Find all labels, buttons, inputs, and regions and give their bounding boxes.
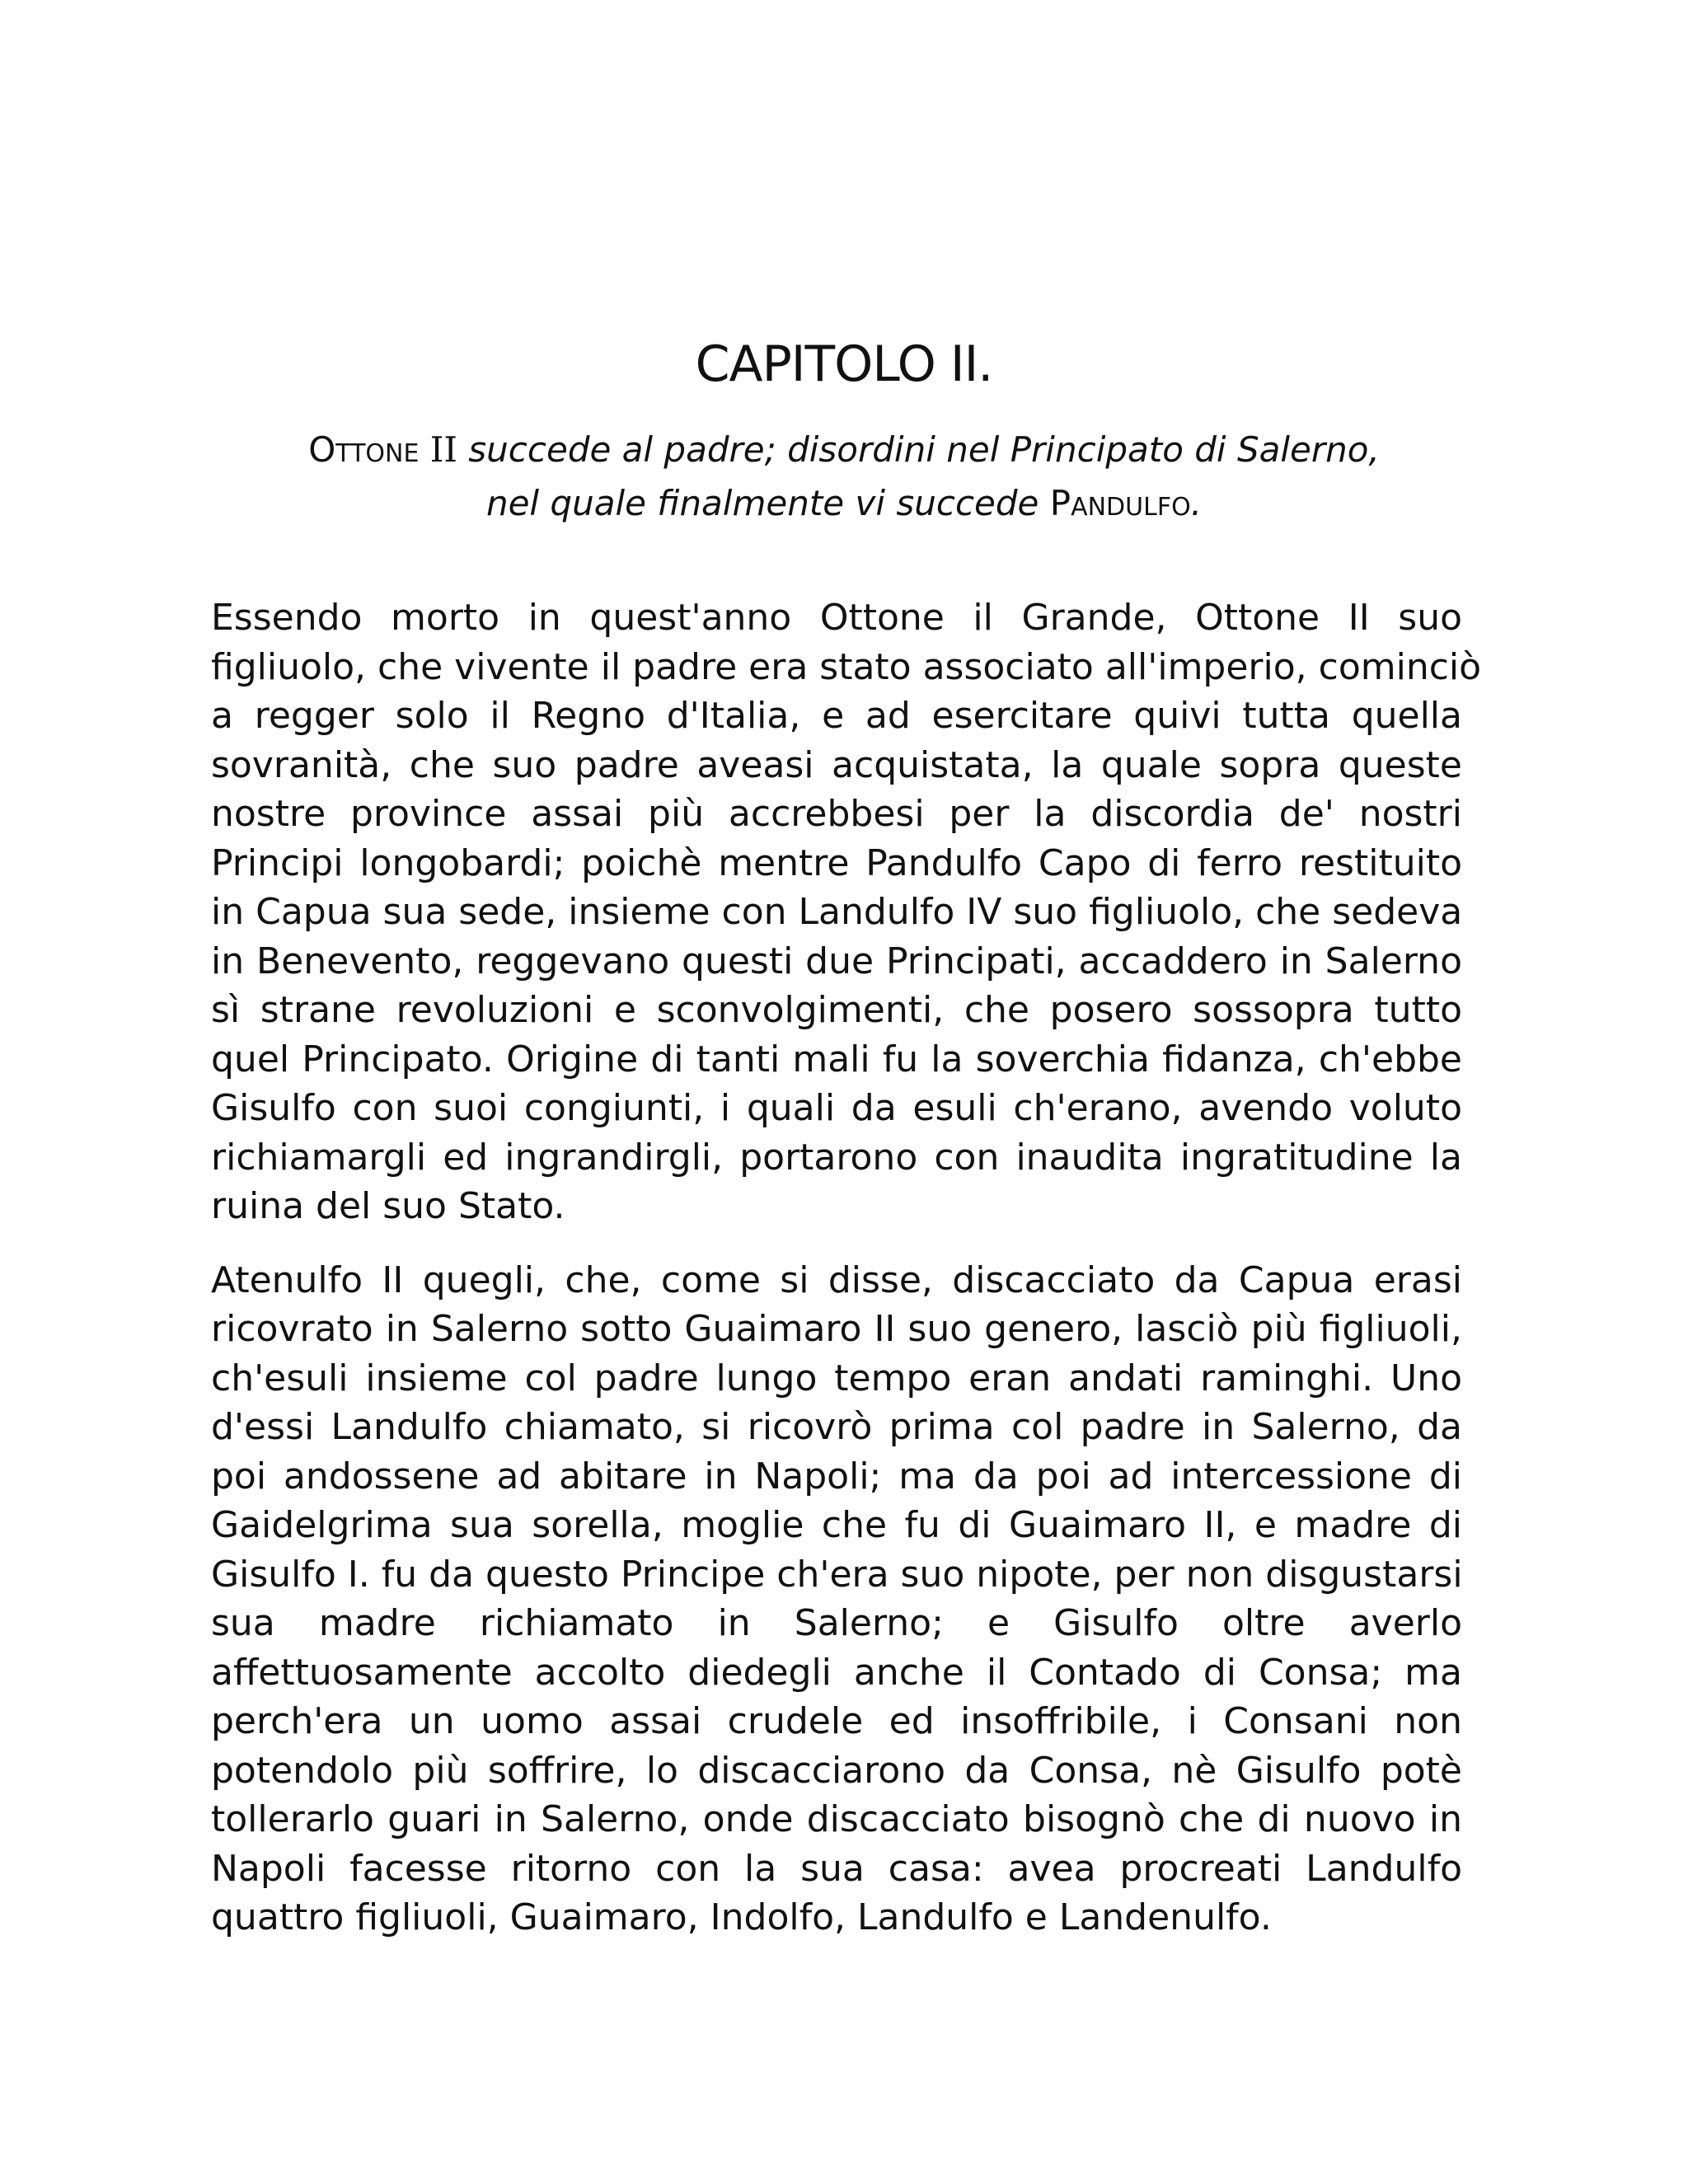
- text-line: d'essi Landulfo chiamato, si ricovrò prima col padre in Salerno, da: [211, 1406, 1462, 1448]
- text-line: ricovrato in Salerno sotto Guaimaro II suo genero, lasciò più figliuoli,: [211, 1308, 1462, 1350]
- text-line: poi andossene ad abitare in Napoli; ma da poi ad intercessione di: [211, 1455, 1462, 1497]
- text-line: sua madre richiamato in Salerno; e Gisulfo oltre averlo: [211, 1602, 1462, 1644]
- chapter-title: CAPITOLO II.: [695, 335, 993, 393]
- text-line: tollerarlo guari in Salerno, onde discacciato bisognò che di nuovo in: [211, 1798, 1462, 1840]
- body-text: [211, 593, 1482, 1967]
- text-line: richiamargli ed ingrandirgli, portarono con inaudita ingratitudine la: [211, 1136, 1462, 1179]
- text-line: potendolo più soffrire, lo discacciarono da Consa, nè Gisulfo potè: [211, 1749, 1462, 1792]
- text-line: quattro figliuoli, Guaimaro, Indolfo, Landulfo e Landenulfo.: [211, 1896, 1272, 1938]
- text-line: nostre province assai più accrebbesi per la discordia de' nostri: [211, 793, 1462, 835]
- text-line: perch'era un uomo assai crudele ed insoffribile, i Consani non: [211, 1700, 1462, 1742]
- subtitle-name-pandulfo: PANDULFO: [1049, 483, 1191, 523]
- text-line: in Benevento, reggevano questi due Principati, accaddero in Salerno: [211, 940, 1462, 982]
- text-line: Atenulfo II quegli, che, come si disse, discacciato da Capua erasi: [211, 1258, 1462, 1301]
- text-line: affettuosamente accolto diedegli anche il Contado di Consa; ma: [211, 1651, 1462, 1694]
- text-line: a regger solo il Regno d'Italia, e ad esercitare quivi tutta quella: [211, 695, 1462, 737]
- text-line: sì strane revoluzioni e sconvolgimenti, che posero sossopra tutto: [211, 989, 1462, 1031]
- text-line: in Capua sua sede, insieme con Landulfo IV suo figliuolo, che sedeva: [211, 891, 1463, 933]
- text-line: Essendo morto in quest'anno Ottone il Grande, Ottone II suo: [211, 597, 1462, 639]
- paragraph: [211, 593, 1482, 1231]
- subtitle-line-2: nel quale finalmente vi succede PANDULFO.: [485, 483, 1203, 523]
- text-line: ch'esuli insieme col padre lungo tempo eran andati raminghi. Uno: [211, 1357, 1462, 1399]
- text-line: quel Principato. Origine di tanti mali fu la soverchia fidanza, ch'ebbe: [211, 1038, 1462, 1080]
- text-line: ruina del suo Stato.: [211, 1185, 565, 1227]
- text-line: figliuolo, che vivente il padre era stato associato all'imperio, cominciò: [211, 645, 1482, 688]
- subtitle-line-1: [206, 425, 1482, 479]
- text-line: Gaidelgrima sua sorella, moglie che fu di Guaimaro II, e madre di: [211, 1504, 1462, 1546]
- subtitle-line-2-text: nel quale finalmente vi succede: [485, 483, 1050, 523]
- paragraph: [211, 1256, 1462, 1943]
- text-line: Gisulfo I. fu da questo Principe ch'era suo nipote, per non disgustarsi: [211, 1553, 1463, 1596]
- subtitle-name-ottone: OTTONE: [308, 429, 420, 470]
- text-line: Gisulfo con suoi congiunti, i quali da esuli ch'erano, avendo voluto: [211, 1087, 1462, 1129]
- subtitle-numeral: II: [419, 429, 469, 470]
- text-line: Principi longobardi; poichè mentre Pandulfo Capo di ferro restituito: [211, 841, 1462, 884]
- text-line: sovranità, che suo padre aveasi acquistata, la quale sopra queste: [211, 743, 1462, 786]
- text-line: Napoli facesse ritorno con la sua casa: avea procreati Landulfo: [211, 1847, 1462, 1890]
- chapter-subtitle: [206, 425, 1482, 532]
- subtitle-line-1-text: succede al padre; disordini nel Principato di Salerno,: [468, 429, 1380, 470]
